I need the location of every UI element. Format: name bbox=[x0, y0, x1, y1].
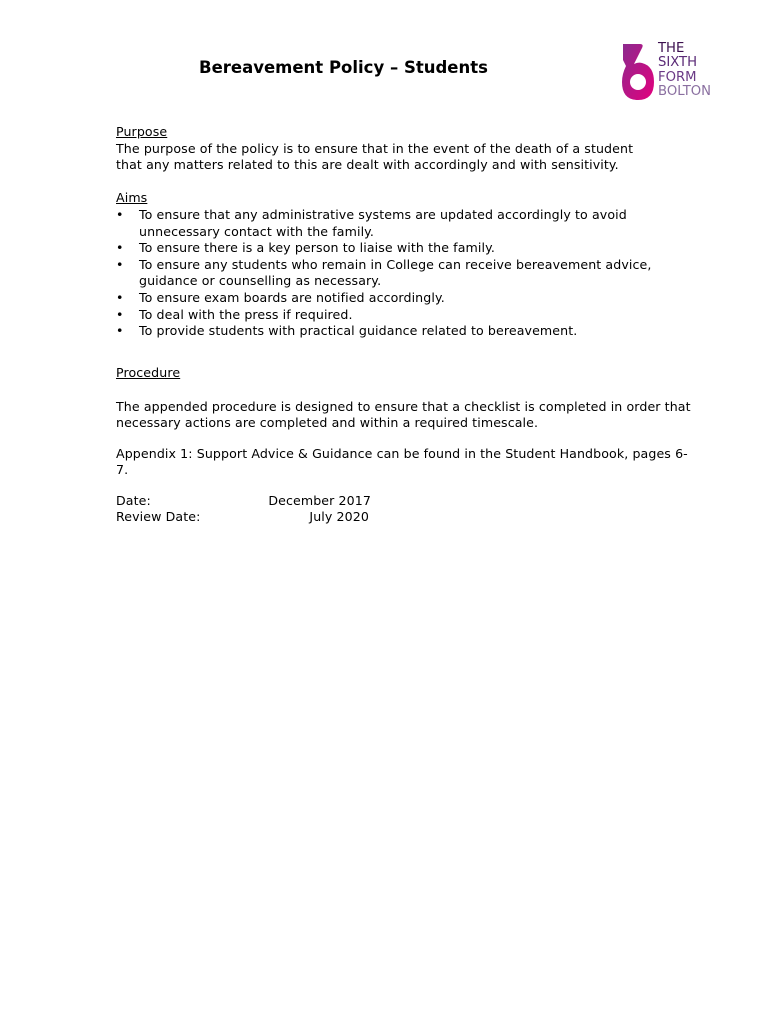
six-logo-icon bbox=[618, 42, 658, 102]
list-item: • To deal with the press if required. bbox=[116, 306, 353, 322]
logo-text-sixth: SIXTH bbox=[658, 55, 698, 71]
list-item: • To ensure any students who remain in College can receive bereavement advice, guidance or counselling as necessary. bbox=[116, 256, 652, 289]
procedure-heading: Procedure bbox=[116, 365, 181, 381]
bullet-icon: • bbox=[116, 206, 124, 222]
bullet-icon: • bbox=[116, 306, 124, 322]
purpose-text-line-1: The purpose of the policy is to ensure that in the event of the death of a student bbox=[116, 140, 634, 156]
date-value: December 2017 bbox=[268, 492, 371, 508]
logo-text-bolton: BOLTON bbox=[658, 84, 712, 100]
review-date-value: July 2020 bbox=[309, 509, 369, 525]
dates-block bbox=[116, 493, 716, 527]
aims-heading: Aims bbox=[116, 190, 148, 206]
list-item: • To ensure that any administrative systems are updated accordingly to avoid unnecessary contact with the family. bbox=[116, 206, 627, 239]
logo-text-form: FORM bbox=[658, 69, 697, 85]
document-body bbox=[116, 124, 716, 527]
logo-text-the: THE bbox=[658, 41, 685, 56]
document-title: Bereavement Policy – Students bbox=[199, 58, 488, 77]
aims-list bbox=[116, 207, 716, 340]
bullet-icon: • bbox=[116, 323, 124, 339]
review-date-label: Review Date: bbox=[116, 509, 201, 525]
list-item: • To provide students with practical guidance related to bereavement. bbox=[116, 323, 578, 339]
date-label: Date: bbox=[116, 492, 151, 508]
sixth-form-bolton-logo bbox=[618, 42, 738, 102]
bullet-icon: • bbox=[116, 289, 124, 305]
appendix-text: Appendix 1: Support Advice & Guidance can be found in the Student Handbook, pages 6-7. bbox=[116, 445, 688, 478]
purpose-heading: Purpose bbox=[116, 124, 168, 139]
procedure-text: The appended procedure is designed to ensure that a checklist is completed in order that necessary actions are completed and within a required timescale. bbox=[116, 398, 691, 431]
bullet-icon: • bbox=[116, 256, 124, 272]
bullet-icon: • bbox=[116, 240, 124, 256]
purpose-text-line-2: that any matters related to this are dealt with accordingly and with sensitivity. bbox=[116, 157, 619, 173]
list-item: • To ensure exam boards are notified accordingly. bbox=[116, 289, 445, 305]
list-item: • To ensure there is a key person to liaise with the family. bbox=[116, 240, 495, 256]
